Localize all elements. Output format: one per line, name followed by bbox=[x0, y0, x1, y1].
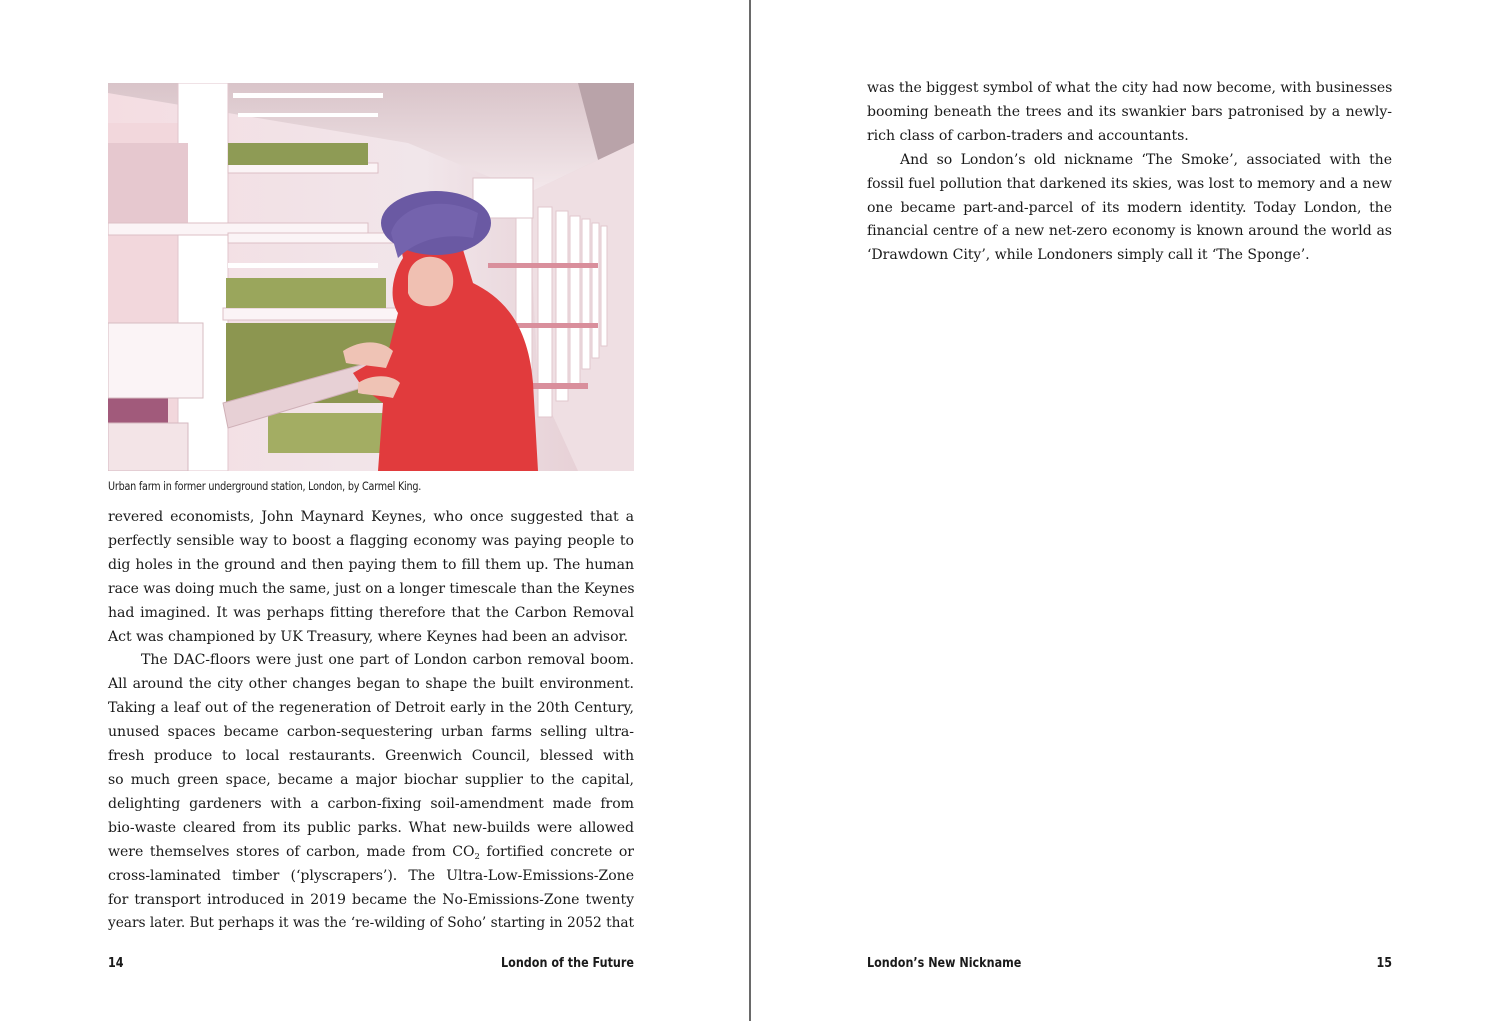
text-line: unused spaces became carbon-sequestering urban farms selling ultra- bbox=[108, 724, 634, 741]
text-line-co2 bbox=[108, 841, 634, 865]
text-line: fossil fuel pollution that darkened its skies, was lost to memory and a new bbox=[867, 175, 1392, 192]
photo-illustration bbox=[108, 83, 634, 471]
text-line: financial centre of a new net-zero economy is known around the world as bbox=[867, 223, 1392, 240]
text-line: fresh produce to local restaurants. Greenwich Council, blessed with bbox=[108, 748, 634, 765]
page-number-left: 14 bbox=[108, 956, 124, 971]
text-line: dig holes in the ground and then paying them to fill them up. The human bbox=[108, 556, 634, 573]
text-line: And so London’s old nickname ‘The Smoke’, associated with the bbox=[900, 151, 1392, 168]
right-body-text bbox=[867, 77, 1392, 268]
running-head-left: London of the Future bbox=[501, 956, 634, 971]
subscript-2: 2 bbox=[474, 851, 480, 862]
text-line: The DAC-floors were just one part of London carbon removal boom. bbox=[141, 652, 634, 669]
text-fragment: were themselves stores of carbon, made from CO bbox=[108, 843, 475, 860]
urban-farm-photo bbox=[108, 83, 634, 471]
page-number-right: 15 bbox=[1376, 956, 1392, 971]
text-line: so much green space, became a major biochar supplier to the capital, bbox=[108, 771, 634, 788]
left-body-text bbox=[108, 506, 634, 936]
running-head-right: London’s New Nickname bbox=[867, 956, 1022, 971]
text-line: had imagined. It was perhaps fitting therefore that the Carbon Removal bbox=[108, 604, 634, 621]
text-line: Act was championed by UK Treasury, where Keynes had been an advisor. bbox=[108, 628, 629, 645]
text-line: All around the city other changes began to shape the built environment. bbox=[108, 676, 634, 693]
text-line: bio-waste cleared from its public parks. What new-builds were allowed bbox=[108, 819, 634, 836]
text-line: cross-laminated timber (‘plyscrapers’). The Ultra-Low-Emissions-Zone bbox=[108, 867, 634, 884]
photo-caption: Urban farm in former underground station, London, by Carmel King. bbox=[108, 480, 422, 493]
text-line: revered economists, John Maynard Keynes, who once suggested that a bbox=[108, 509, 634, 525]
text-line: ‘Drawdown City’, while Londoners simply call it ‘The Sponge’. bbox=[867, 247, 1310, 264]
text-line: booming beneath the trees and its swankier bars patronised by a newly- bbox=[867, 103, 1392, 120]
text-line: race was doing much the same, just on a longer timescale than the Keynes bbox=[108, 580, 635, 597]
text-line: one became part-and-parcel of its modern identity. Today London, the bbox=[867, 199, 1392, 216]
text-line: years later. But perhaps it was the ‘re-wilding of Soho’ starting in 2052 that bbox=[108, 915, 634, 932]
text-line: rich class of carbon-traders and accountants. bbox=[867, 127, 1189, 144]
text-fragment: fortified concrete or bbox=[479, 843, 634, 860]
text-line: Taking a leaf out of the regeneration of Detroit early in the 20th Century, bbox=[108, 700, 634, 717]
text-line: was the biggest symbol of what the city had now become, with businesses bbox=[867, 80, 1393, 96]
text-line: for transport introduced in 2019 became the No-Emissions-Zone twenty bbox=[108, 891, 634, 908]
text-line: perfectly sensible way to boost a flagging economy was paying people to bbox=[108, 532, 634, 549]
text-line: delighting gardeners with a carbon-fixing soil-amendment made from bbox=[108, 795, 634, 812]
